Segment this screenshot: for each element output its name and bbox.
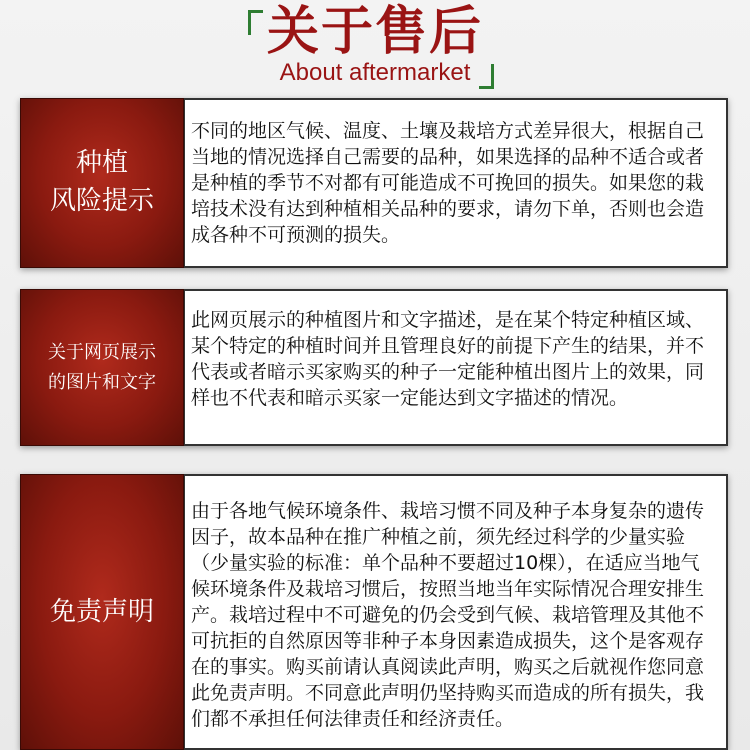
section-label xyxy=(20,474,184,750)
section-label-line2: 风险提示 xyxy=(49,186,154,216)
section-text xyxy=(184,474,728,750)
corner-bracket-bottom-right xyxy=(479,64,494,89)
section-text-body: 此网页展示的种植图片和文字描述，是在某个特定种植区域、某个特定的种植时间并且管理良好的前提下产生的结果，并不代表或者暗示买家购买的种子一定能种植出图片上的效果，同样也不代表和暗示买家一定能达到文字描述的情况。 xyxy=(191,309,705,409)
section-label-line1: 种植 xyxy=(75,148,128,178)
section-disclaimer xyxy=(20,474,728,750)
page-subtitle: About aftermarket xyxy=(279,59,471,86)
section-text xyxy=(184,98,728,268)
section-label-line1: 免责声明 xyxy=(49,597,154,627)
section-label-line1: 关于网页展示 xyxy=(48,341,156,363)
section-label-line2: 的图片和文字 xyxy=(48,371,156,393)
page-title: 关于售后 xyxy=(266,2,483,62)
section-label xyxy=(20,289,184,446)
section-text xyxy=(184,289,728,446)
section-label xyxy=(20,98,184,268)
section-text-body: 不同的地区气候、温度、土壤及栽培方式差异很大，根据自己当地的情况选择自己需要的品种，如果选择的品种不适合或者是种植的季节不对都有可能造成不可挽回的损失。如果您的栽培技术没有达到种植相关品种的要求，请勿下单，否则也会造成各种不可预测的损失。 xyxy=(191,120,705,246)
section-images-and-text xyxy=(20,289,728,446)
header xyxy=(0,0,750,92)
section-text-body: 由于各地气候环境条件、栽培习惯不同及种子本身复杂的遗传因子，故本品种在推广种植之前，须先经过科学的少量实验（少量实验的标准：单个品种不要超过10棵），在适应当地气候环境条件及栽培习惯后，按照当地当年实际情况合理安排生产。栽培过程中不可避免的仍会受到气候、栽培管理及其他不可抗拒的自然原因等非种子本身因素造成损失，这个是客观存在的事实。购买前请认真阅读此声明，购买之后就视作您同意此免责声明。不同意此声明仍坚持购买而造成的所有损失，我们都不承担任何法律责任和经济责任。 xyxy=(191,500,705,730)
section-planting-risk xyxy=(20,98,728,268)
